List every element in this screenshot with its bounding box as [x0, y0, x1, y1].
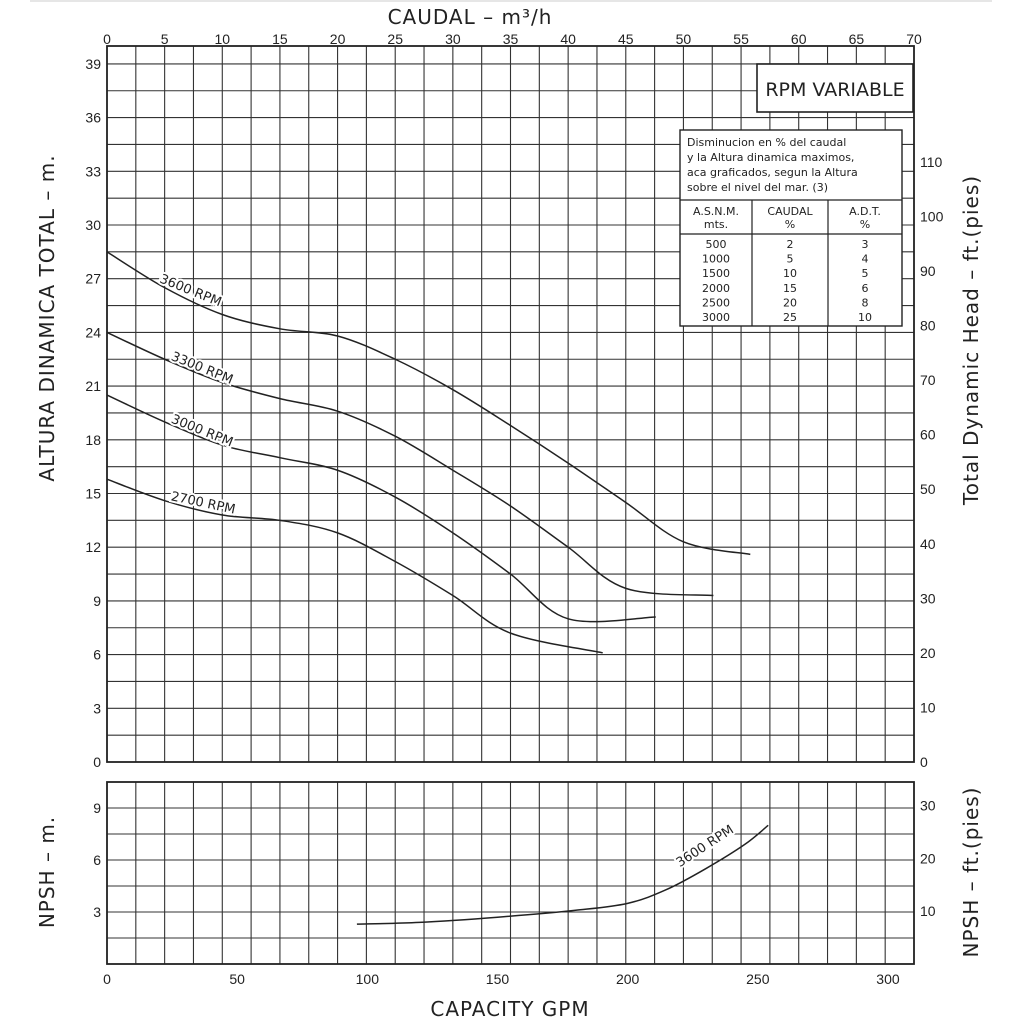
- table-cell: 10: [783, 267, 797, 281]
- npsh-left-axis-title: NPSH – m.: [35, 815, 59, 929]
- curve-label: 3600 RPM: [673, 822, 737, 871]
- x-tick-label-caudal: 50: [675, 31, 692, 47]
- x-tick-label-caudal: 0: [103, 31, 111, 47]
- table-header: CAUDAL: [767, 205, 813, 218]
- y-tick-label-feet: 80: [920, 317, 936, 334]
- y-tick-label-feet: 40: [920, 535, 936, 552]
- x-tick-label-caudal: 45: [617, 31, 634, 47]
- x-tick-label-caudal: 65: [848, 31, 865, 47]
- y-tick-label-feet: 20: [920, 644, 936, 661]
- table-caption-line: Disminucion en % del caudal: [687, 136, 847, 149]
- table-cell: 15: [783, 281, 797, 295]
- x-tick-label-caudal: 30: [445, 31, 461, 47]
- table-header-unit: %: [784, 218, 796, 231]
- curve-label: 2700 RPM: [169, 489, 237, 518]
- x-tick-label-caudal: 60: [790, 31, 807, 47]
- rpm-variable-label: RPM VARIABLE: [765, 79, 905, 101]
- table-cell: 500: [705, 238, 727, 251]
- table-header: A.S.N.M.: [692, 205, 740, 218]
- table-cell: 8: [861, 296, 869, 310]
- npsh-tick-label-meters: 9: [93, 800, 101, 816]
- y-tick-label-feet: 70: [920, 372, 936, 389]
- x-tick-label-caudal: 40: [560, 31, 576, 47]
- table-cell: 5: [786, 252, 794, 266]
- x-tick-label-caudal: 35: [502, 31, 519, 47]
- table-header-unit: %: [859, 218, 871, 231]
- npsh-chart-grid: [93, 782, 936, 987]
- x-tick-label-gpm: 250: [746, 971, 770, 987]
- y-tick-label-feet: 0: [920, 754, 928, 770]
- npsh-curves: [357, 823, 768, 925]
- y-tick-label-feet: 90: [920, 262, 936, 279]
- curve-label: 3300 RPM: [168, 349, 236, 388]
- y-tick-label-meters: 36: [85, 109, 101, 126]
- y-tick-label-feet: 50: [920, 481, 936, 498]
- y-tick-label-meters: 12: [85, 539, 101, 556]
- y-tick-label-meters: 6: [93, 646, 101, 663]
- table-caption-line: y la Altura dinamica maximos,: [687, 151, 855, 164]
- x-tick-label-caudal: 10: [214, 31, 231, 47]
- y-tick-label-feet: 60: [920, 426, 936, 443]
- y-tick-label-feet: 10: [920, 699, 936, 716]
- y-tick-label-feet: 30: [920, 590, 936, 607]
- npsh-right-axis-title: NPSH – ft.(pies): [959, 786, 983, 958]
- altitude-correction-table: [680, 130, 902, 326]
- head-curves: [107, 252, 750, 653]
- y-tick-label-meters: 3: [93, 700, 101, 717]
- table-cell: 3000: [702, 311, 730, 324]
- table-cell: 1000: [702, 252, 730, 266]
- table-cell: 3: [861, 238, 869, 251]
- x-tick-label-caudal: 55: [733, 31, 749, 47]
- x-tick-label-gpm: 50: [229, 971, 245, 987]
- table-cell: 2000: [702, 281, 730, 295]
- table-cell: 5: [861, 267, 869, 281]
- table-header: A.D.T.: [849, 205, 881, 218]
- bottom-x-axis-title: CAPACITY GPM: [430, 997, 590, 1021]
- x-tick-label-caudal: 15: [272, 31, 288, 47]
- y-tick-label-meters: 15: [85, 485, 101, 502]
- x-tick-label-caudal: 70: [906, 31, 922, 47]
- x-tick-label-gpm: 200: [615, 971, 640, 987]
- table-cell: 6: [861, 281, 869, 295]
- table-cell: 2: [786, 238, 794, 251]
- x-tick-label-gpm: 100: [355, 971, 380, 987]
- left-y-axis-title: ALTURA DINAMICA TOTAL – m.: [35, 154, 59, 482]
- y-tick-label-meters: 21: [85, 378, 101, 395]
- table-cell: 10: [858, 311, 872, 324]
- npsh-tick-label-feet: 30: [920, 797, 936, 814]
- y-tick-label-meters: 30: [85, 217, 101, 233]
- rpm-variable-box: [757, 64, 913, 112]
- y-tick-label-meters: 9: [93, 592, 101, 609]
- npsh-tick-label-meters: 6: [93, 852, 101, 868]
- table-header-unit: mts.: [703, 218, 729, 231]
- y-tick-label-meters: 24: [85, 324, 101, 341]
- right-y-axis-title: Total Dynamic Head – ft.(pies): [959, 174, 983, 506]
- y-tick-label-meters: 33: [85, 163, 101, 180]
- x-tick-label-caudal: 25: [387, 31, 404, 47]
- table-cell: 4: [861, 252, 869, 266]
- x-tick-label-gpm: 0: [103, 971, 111, 987]
- y-tick-label-meters: 18: [85, 431, 101, 448]
- table-cell: 1500: [702, 267, 730, 281]
- y-tick-label-feet: 110: [920, 153, 943, 170]
- y-tick-label-meters: 27: [85, 270, 101, 287]
- x-tick-label-caudal: 5: [160, 31, 169, 47]
- npsh-tick-label-meters: 3: [93, 904, 101, 920]
- table-cell: 2500: [702, 296, 730, 310]
- table-caption-line: sobre el nivel del mar. (3): [687, 181, 829, 194]
- y-tick-label-meters: 0: [93, 754, 101, 770]
- curve-label: 3600 RPM: [157, 271, 224, 311]
- table-cell: 20: [783, 296, 797, 310]
- top-x-axis-title: CAUDAL – m³/h: [387, 5, 553, 29]
- y-tick-label-feet: 100: [920, 208, 944, 225]
- x-tick-label-gpm: 150: [485, 971, 510, 987]
- x-tick-label-gpm: 300: [876, 971, 900, 987]
- curve-label: 3000 RPM: [168, 412, 236, 451]
- npsh-tick-label-feet: 10: [920, 903, 936, 920]
- x-tick-label-caudal: 20: [329, 31, 346, 47]
- y-tick-label-meters: 39: [85, 55, 101, 72]
- table-cell: 25: [783, 311, 797, 324]
- table-caption-line: aca graficados, segun la Altura: [687, 166, 858, 179]
- npsh-tick-label-feet: 20: [920, 850, 936, 867]
